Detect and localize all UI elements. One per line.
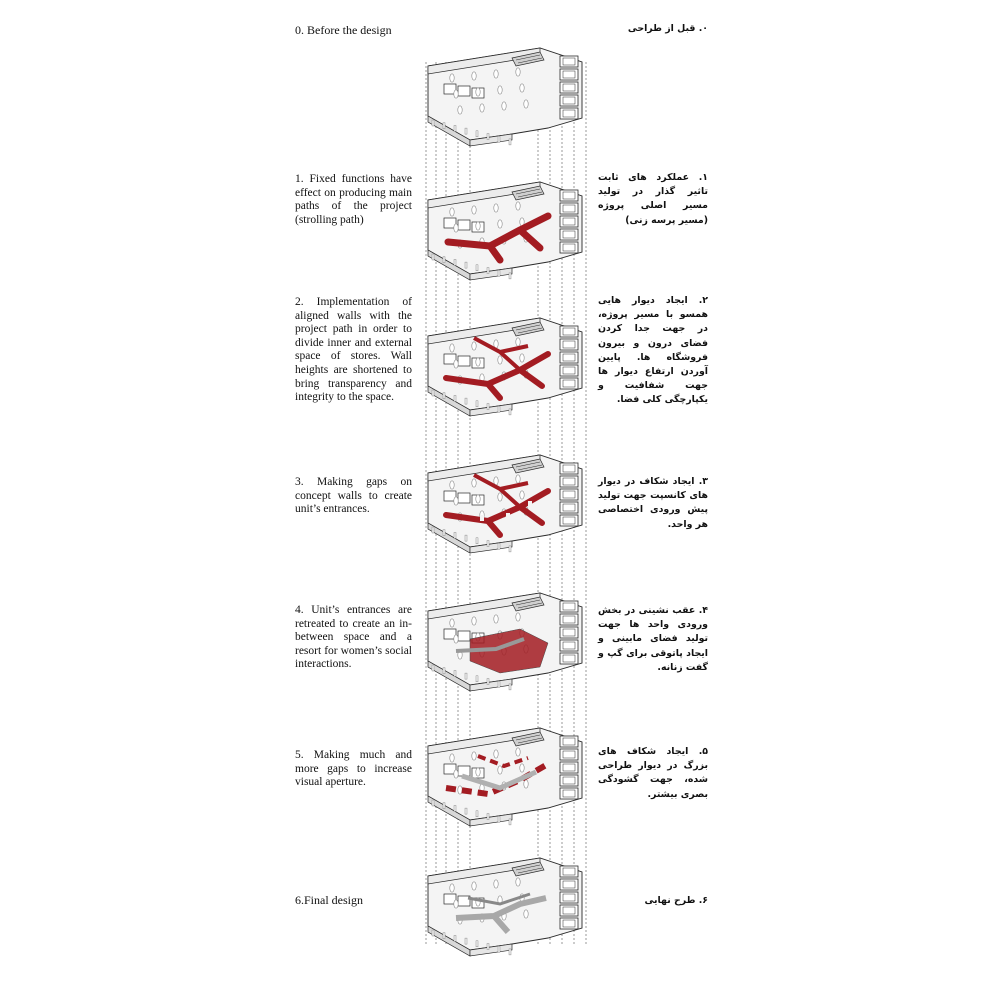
store-cell	[560, 108, 578, 119]
column	[524, 780, 528, 788]
column	[450, 208, 454, 216]
step-0-persian: ۰. قبل از طراحی	[627, 23, 708, 34]
column	[516, 878, 520, 886]
store-cell	[560, 56, 578, 67]
facade-column	[454, 935, 456, 941]
store-cell	[560, 905, 578, 916]
facade-column	[476, 131, 478, 137]
store-cell	[560, 190, 578, 201]
step-5-english: 5. Making much and more gaps to increase visual aperture.	[295, 749, 412, 789]
facade-column	[443, 257, 445, 263]
column	[476, 358, 480, 366]
facade-column	[509, 139, 511, 145]
column	[494, 70, 498, 78]
facade-column	[465, 808, 467, 814]
column	[480, 104, 484, 112]
facade-column	[498, 270, 500, 276]
column	[472, 617, 476, 625]
store-cell	[560, 775, 578, 786]
step-3-english: 3. Making gaps on concept walls to create unit’s entrances.	[295, 476, 412, 516]
column	[524, 910, 528, 918]
facade-column	[509, 949, 511, 955]
column	[472, 882, 476, 890]
column	[472, 342, 476, 350]
floor-plate-step-2	[428, 318, 582, 416]
store-cell	[560, 69, 578, 80]
facade-column	[443, 393, 445, 399]
column	[454, 224, 458, 232]
column	[450, 619, 454, 627]
store-cell	[560, 515, 578, 526]
column	[494, 204, 498, 212]
facade-column	[432, 390, 434, 396]
facade-column	[487, 679, 489, 685]
column	[450, 344, 454, 352]
column	[476, 222, 480, 230]
facade-column	[487, 268, 489, 274]
store-cell	[560, 229, 578, 240]
column	[450, 481, 454, 489]
facade-column	[454, 805, 456, 811]
store-cell	[458, 86, 470, 96]
facade-column	[443, 123, 445, 129]
wall-gap	[506, 513, 510, 519]
facade-column	[432, 254, 434, 260]
column	[498, 86, 502, 94]
floor-plate-step-0	[428, 48, 582, 146]
floor-plate-step-3	[428, 455, 582, 553]
floor-plate-step-4	[428, 593, 582, 691]
facade-column	[476, 265, 478, 271]
column	[498, 356, 502, 364]
store-cell	[560, 476, 578, 487]
facade-column	[443, 803, 445, 809]
column	[520, 84, 524, 92]
column	[516, 338, 520, 346]
facade-column	[498, 136, 500, 142]
facade-column	[487, 541, 489, 547]
column	[476, 88, 480, 96]
store-cell	[560, 640, 578, 651]
column	[454, 635, 458, 643]
column	[494, 750, 498, 758]
wall-gap	[480, 515, 484, 521]
facade-column	[432, 800, 434, 806]
floor-plate-step-1	[428, 182, 582, 280]
column	[472, 206, 476, 214]
facade-column	[487, 404, 489, 410]
column	[476, 768, 480, 776]
store-cell	[560, 352, 578, 363]
facade-column	[476, 538, 478, 544]
store-cell	[560, 365, 578, 376]
store-cell	[458, 220, 470, 230]
facade-column	[476, 401, 478, 407]
store-cell	[560, 378, 578, 389]
facade-column	[498, 543, 500, 549]
column	[454, 900, 458, 908]
step-4-english: 4. Unit’s entrances are retreated to create an in-between space and a resort for women’s social interactions.	[295, 604, 412, 671]
store-cell	[458, 631, 470, 641]
column	[476, 495, 480, 503]
facade-column	[476, 811, 478, 817]
store-cell	[560, 762, 578, 773]
facade-column	[432, 527, 434, 533]
column	[520, 354, 524, 362]
column	[498, 493, 502, 501]
step-0-english: 0. Before the design	[295, 23, 392, 37]
facade-column	[498, 681, 500, 687]
facade-column	[487, 814, 489, 820]
column	[516, 613, 520, 621]
column	[520, 491, 524, 499]
column	[450, 884, 454, 892]
store-cell	[560, 627, 578, 638]
floor-plate-step-6	[428, 858, 582, 956]
facade-column	[509, 409, 511, 415]
step-6-english: 6.Final design	[295, 893, 363, 907]
facade-column	[454, 532, 456, 538]
step-2-english: 2. Implementation of aligned walls with the project path in order to divide inner and external space of stores. Wall heights are shortened to bring transparency and integrity to the space.	[295, 296, 412, 404]
step-1-english: 1. Fixed functions have effect on producing main paths of the project (strolling path)	[295, 173, 412, 226]
store-cell	[560, 489, 578, 500]
store-cell	[560, 879, 578, 890]
column	[502, 102, 506, 110]
store-cell	[560, 601, 578, 612]
facade-column	[509, 273, 511, 279]
facade-column	[432, 120, 434, 126]
facade-column	[476, 676, 478, 682]
column	[520, 764, 524, 772]
facade-column	[432, 930, 434, 936]
column	[524, 100, 528, 108]
step-5-persian: ۵. ایجاد شکاف های بزرگ در دیوار طراحی شده، جهت گشودگی بصری بیشتر.	[598, 746, 708, 800]
facade-column	[454, 395, 456, 401]
store-cell	[560, 82, 578, 93]
facade-column	[509, 546, 511, 552]
column	[472, 72, 476, 80]
facade-column	[443, 530, 445, 536]
column	[472, 479, 476, 487]
column	[450, 754, 454, 762]
facade-column	[465, 262, 467, 268]
store-cell	[560, 653, 578, 664]
column	[454, 497, 458, 505]
column	[494, 615, 498, 623]
facade-column	[443, 933, 445, 939]
facade-column	[509, 684, 511, 690]
step-4-persian: ۴. عقب نشینی در بخش ورودی واحد ها جهت تولید فضای مابینی و ایجاد پاتوقی برای گپ و گفت زنانه.	[598, 605, 708, 673]
facade-column	[498, 946, 500, 952]
step-3-persian: ۳. ایجاد شکاف در دیوار های کانسپت جهت تولید پیش ورودی اختصاصی هر واحد.	[598, 476, 708, 530]
store-cell	[560, 326, 578, 337]
facade-column	[465, 398, 467, 404]
facade-column	[454, 125, 456, 131]
store-cell	[458, 356, 470, 366]
column	[472, 752, 476, 760]
column	[454, 360, 458, 368]
store-cell	[560, 614, 578, 625]
column	[498, 766, 502, 774]
store-cell	[560, 736, 578, 747]
store-cell	[560, 892, 578, 903]
facade-column	[487, 944, 489, 950]
step-2-persian: ۲. ایجاد دیوار هایی همسو با مسیر پروژه، در جهت جدا کردن فضای درون و بیرون فروشگاه ها. پایین آوردن ارتفاع دیوار ها جهت شفافیت و یکپارچگی کلی فضا.	[598, 295, 708, 406]
store-cell	[560, 339, 578, 350]
facade-column	[465, 938, 467, 944]
column	[458, 106, 462, 114]
column	[498, 220, 502, 228]
store-cell	[560, 203, 578, 214]
column	[454, 90, 458, 98]
facade-column	[454, 259, 456, 265]
store-cell	[458, 493, 470, 503]
store-cell	[560, 866, 578, 877]
column	[516, 748, 520, 756]
facade-column	[432, 665, 434, 671]
column	[516, 202, 520, 210]
step-1-persian: ۱. عملکرد های ثابت تاثیر گذار در تولید مسیر اصلی پروژه (مسیر پرسه زنی)	[598, 172, 708, 226]
facade-column	[487, 134, 489, 140]
facade-column	[509, 819, 511, 825]
facade-column	[465, 128, 467, 134]
facade-column	[465, 673, 467, 679]
store-cell	[560, 463, 578, 474]
facade-column	[465, 535, 467, 541]
column	[454, 770, 458, 778]
column	[516, 68, 520, 76]
facade-column	[498, 816, 500, 822]
facade-column	[443, 668, 445, 674]
step-6-persian: ۶. طرح نهایی	[644, 895, 708, 906]
store-cell	[560, 749, 578, 760]
facade-column	[454, 670, 456, 676]
store-cell	[560, 788, 578, 799]
store-cell	[560, 95, 578, 106]
column	[450, 74, 454, 82]
wall-gap	[528, 501, 532, 507]
store-cell	[560, 242, 578, 253]
facade-column	[476, 941, 478, 947]
facade-column	[498, 406, 500, 412]
column	[516, 475, 520, 483]
store-cell	[560, 216, 578, 227]
floor-plate-step-5	[428, 728, 582, 826]
store-cell	[560, 918, 578, 929]
store-cell	[560, 502, 578, 513]
column	[494, 880, 498, 888]
